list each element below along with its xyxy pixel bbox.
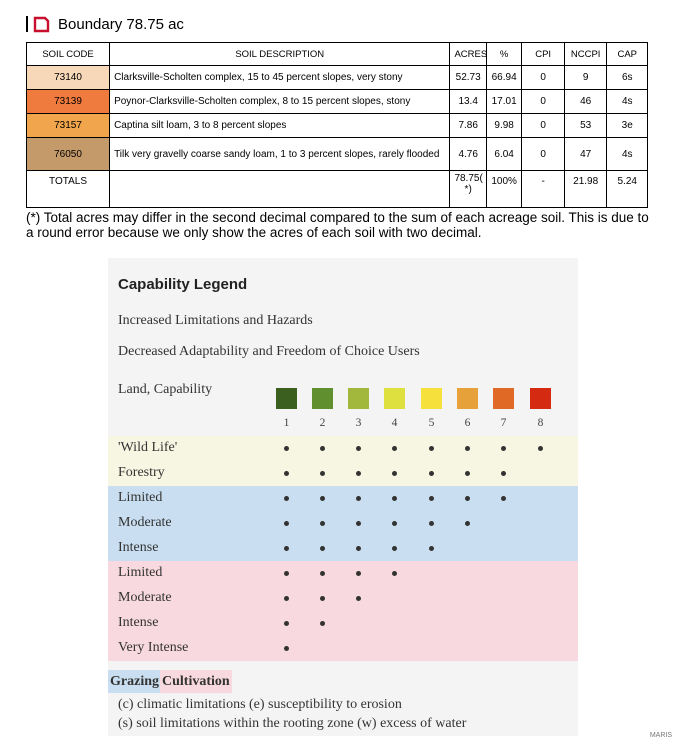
table-row — [27, 114, 648, 138]
boundary-header — [26, 14, 184, 34]
cap-cell: 4s — [607, 90, 648, 114]
legend-row-cultivation — [108, 561, 578, 586]
legend-row-cultivation — [108, 636, 578, 661]
soil-description-cell: Tilk very gravelly coarse sandy loam, 1 to 3 percent slopes, rarely flooded — [110, 138, 450, 171]
cultivation-tag: Cultivation — [160, 670, 232, 693]
legend-row-label: Limited — [118, 490, 163, 505]
legend-decreased-adaptability: Decreased Adaptability and Freedom of Choice Users — [118, 344, 420, 359]
nccpi-cell: 53 — [564, 114, 607, 138]
nccpi-cell: 46 — [564, 90, 607, 114]
capability-class-number: 7 — [500, 417, 507, 429]
capability-dot — [320, 471, 325, 476]
totals-row — [27, 171, 648, 208]
percent-cell: 9.98 — [486, 114, 521, 138]
capability-dot — [429, 446, 434, 451]
capability-class-number: 5 — [428, 417, 435, 429]
capability-dot — [392, 446, 397, 451]
capability-dot — [392, 496, 397, 501]
capability-dot — [356, 521, 361, 526]
col-cpi: CPI — [522, 43, 565, 66]
capability-dot — [356, 546, 361, 551]
capability-dot — [501, 471, 506, 476]
capability-dot — [320, 571, 325, 576]
rounding-note: (*) Total acres may differ in the second decimal compared to the sum of each acreage soil. This is due to a round error because we only show the acres of each soil with two decimal. — [26, 210, 649, 240]
capability-dot — [356, 446, 361, 451]
capability-dot — [465, 446, 470, 451]
divider-bar — [26, 16, 28, 32]
capability-dot — [429, 496, 434, 501]
capability-dot — [392, 546, 397, 551]
totals-cpi: - — [522, 171, 565, 208]
table-row — [27, 66, 648, 90]
col-soil-description: SOIL DESCRIPTION — [110, 43, 450, 66]
capability-dot — [284, 446, 289, 451]
capability-dot — [429, 471, 434, 476]
totals-label: TOTALS — [27, 171, 110, 208]
capability-class-number: 3 — [355, 417, 362, 429]
capability-dot — [356, 571, 361, 576]
percent-cell: 66.94 — [486, 66, 521, 90]
capability-dot — [501, 446, 506, 451]
capability-dot — [284, 496, 289, 501]
legend-row-label: Forestry — [118, 465, 165, 480]
legend-row-grazing — [108, 486, 578, 511]
soil-table — [26, 42, 648, 208]
legend-row-label: Intense — [118, 540, 159, 555]
soil-code-cell: 73139 — [27, 90, 110, 114]
capability-dot — [284, 546, 289, 551]
capability-dot — [465, 471, 470, 476]
totals-percent: 100% — [486, 171, 521, 208]
capability-class-8-swatch — [530, 388, 551, 409]
legend-row-label: Moderate — [118, 515, 172, 530]
capability-dot — [320, 496, 325, 501]
capability-class-3-swatch — [348, 388, 369, 409]
soil-description-cell: Captina silt loam, 3 to 8 percent slopes — [110, 114, 450, 138]
table-row — [27, 90, 648, 114]
totals-description — [110, 171, 450, 208]
capability-dot — [465, 521, 470, 526]
totals-cap: 5.24 — [607, 171, 648, 208]
capability-dot — [501, 496, 506, 501]
capability-class-4-swatch — [384, 388, 405, 409]
capability-dot — [284, 521, 289, 526]
capability-dot — [284, 596, 289, 601]
capability-class-7-swatch — [493, 388, 514, 409]
legend-row-wild — [108, 461, 578, 486]
table-row — [27, 138, 648, 171]
capability-dot — [284, 471, 289, 476]
legend-row-grazing — [108, 511, 578, 536]
nccpi-cell: 9 — [564, 66, 607, 90]
capability-dot — [429, 546, 434, 551]
legend-row-label: Intense — [118, 615, 159, 630]
table-header-row — [27, 43, 648, 66]
legend-row-wild — [108, 436, 578, 461]
percent-cell: 17.01 — [486, 90, 521, 114]
legend-row-label: Limited — [118, 565, 163, 580]
legend-row-grazing — [108, 536, 578, 561]
capability-dot — [465, 496, 470, 501]
capability-dot — [284, 571, 289, 576]
boundary-title: Boundary 78.75 ac — [58, 15, 184, 33]
capability-class-5-swatch — [421, 388, 442, 409]
percent-cell: 6.04 — [486, 138, 521, 171]
col-nccpi: NCCPI — [564, 43, 607, 66]
capability-legend — [108, 258, 578, 736]
capability-class-number: 6 — [464, 417, 471, 429]
boundary-icon — [33, 16, 50, 33]
maris-watermark: MARIS — [649, 732, 672, 739]
cap-cell: 4s — [607, 138, 648, 171]
legend-row-cultivation — [108, 586, 578, 611]
totals-nccpi: 21.98 — [564, 171, 607, 208]
legend-row-label: 'Wild Life' — [118, 440, 178, 455]
cpi-cell: 0 — [522, 114, 565, 138]
legend-row-cultivation — [108, 611, 578, 636]
capability-class-6-swatch — [457, 388, 478, 409]
soil-code-cell: 73140 — [27, 66, 110, 90]
capability-class-number: 2 — [319, 417, 326, 429]
legend-row-label: Moderate — [118, 590, 172, 605]
capability-dot — [356, 596, 361, 601]
capability-dot — [320, 596, 325, 601]
capability-class-2-swatch — [312, 388, 333, 409]
cpi-cell: 0 — [522, 138, 565, 171]
capability-class-number: 4 — [391, 417, 398, 429]
capability-dot — [356, 496, 361, 501]
col-cap: CAP — [607, 43, 648, 66]
soil-code-cell: 76050 — [27, 138, 110, 171]
col-soil-code: SOIL CODE — [27, 43, 110, 66]
soil-code-cell: 73157 — [27, 114, 110, 138]
acres-cell: 52.73 — [450, 66, 486, 90]
capability-dot — [320, 621, 325, 626]
legend-footnote-1: (c) climatic limitations (e) susceptibility to erosion — [118, 697, 402, 712]
capability-dot — [320, 546, 325, 551]
acres-cell: 7.86 — [450, 114, 486, 138]
grazing-tag: Grazing — [108, 670, 161, 693]
acres-cell: 4.76 — [450, 138, 486, 171]
cap-cell: 3e — [607, 114, 648, 138]
legend-land-capability-label: Land, Capability — [118, 382, 213, 397]
col-percent: % — [486, 43, 521, 66]
capability-dot — [356, 471, 361, 476]
capability-dot — [429, 521, 434, 526]
soil-description-cell: Poynor-Clarksville-Scholten complex, 8 to 15 percent slopes, stony — [110, 90, 450, 114]
cpi-cell: 0 — [522, 90, 565, 114]
acres-cell: 13.4 — [450, 90, 486, 114]
nccpi-cell: 47 — [564, 138, 607, 171]
legend-row-label: Very Intense — [118, 640, 189, 655]
capability-dot — [538, 446, 543, 451]
capability-dot — [284, 621, 289, 626]
cap-cell: 6s — [607, 66, 648, 90]
legend-footnote-2: (s) soil limitations within the rooting zone (w) excess of water — [118, 716, 467, 731]
capability-dot — [284, 646, 289, 651]
legend-increased-limitations: Increased Limitations and Hazards — [118, 313, 313, 328]
soil-description-cell: Clarksville-Scholten complex, 15 to 45 percent slopes, very stony — [110, 66, 450, 90]
totals-acres: 78.75( *) — [450, 171, 486, 208]
cpi-cell: 0 — [522, 66, 565, 90]
legend-title: Capability Legend — [118, 276, 248, 293]
capability-dot — [320, 446, 325, 451]
capability-class-1-swatch — [276, 388, 297, 409]
capability-dot — [320, 521, 325, 526]
capability-class-number: 1 — [283, 417, 290, 429]
capability-class-number: 8 — [537, 417, 544, 429]
capability-dot — [392, 521, 397, 526]
col-acres: ACRES — [450, 43, 486, 66]
capability-dot — [392, 471, 397, 476]
capability-dot — [392, 571, 397, 576]
